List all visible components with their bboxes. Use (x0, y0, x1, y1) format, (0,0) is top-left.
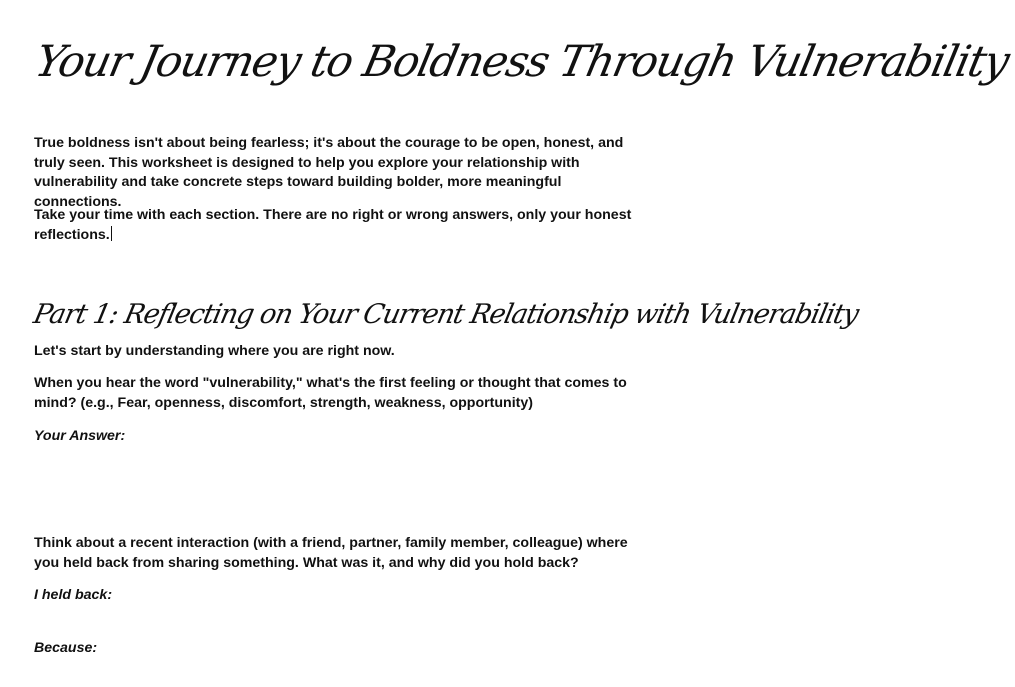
question-1-text[interactable]: When you hear the word "vulnerability," what's the first feeling or thought that comes to mind? (e.g., Fear, openness, discomfort, strength, weakness, opportunity) (34, 375, 627, 411)
page-title: Your Journey to Boldness Through Vulnerability (30, 37, 1013, 87)
part1-lead-text[interactable]: Let's start by understanding where you are right now. (34, 343, 395, 359)
text-cursor (111, 226, 112, 241)
intro-paragraph-2[interactable] (34, 206, 634, 245)
question-2-text[interactable]: Think about a recent interaction (with a friend, partner, family member, colleague) where you held back from sharing something. What was it, and why did you hold back? (34, 535, 628, 571)
your-answer-label[interactable]: Your Answer: (34, 428, 126, 444)
intro-paragraph-1[interactable]: True boldness isn't about being fearless; it's about the courage to be open, honest, and truly seen. This worksheet is designed to help you explore your relationship with vulnerability and take concrete steps toward building bolder, more meaningful connections. (34, 135, 624, 210)
held-back-label[interactable]: I held back: (34, 587, 113, 603)
intro-paragraph-2-text[interactable]: Take your time with each section. There are no right or wrong answers, only your honest reflections. (34, 207, 632, 243)
section-heading-part-1: Part 1: Reflecting on Your Current Relationship with Vulnerability (30, 299, 861, 330)
because-label[interactable]: Because: (34, 640, 98, 656)
